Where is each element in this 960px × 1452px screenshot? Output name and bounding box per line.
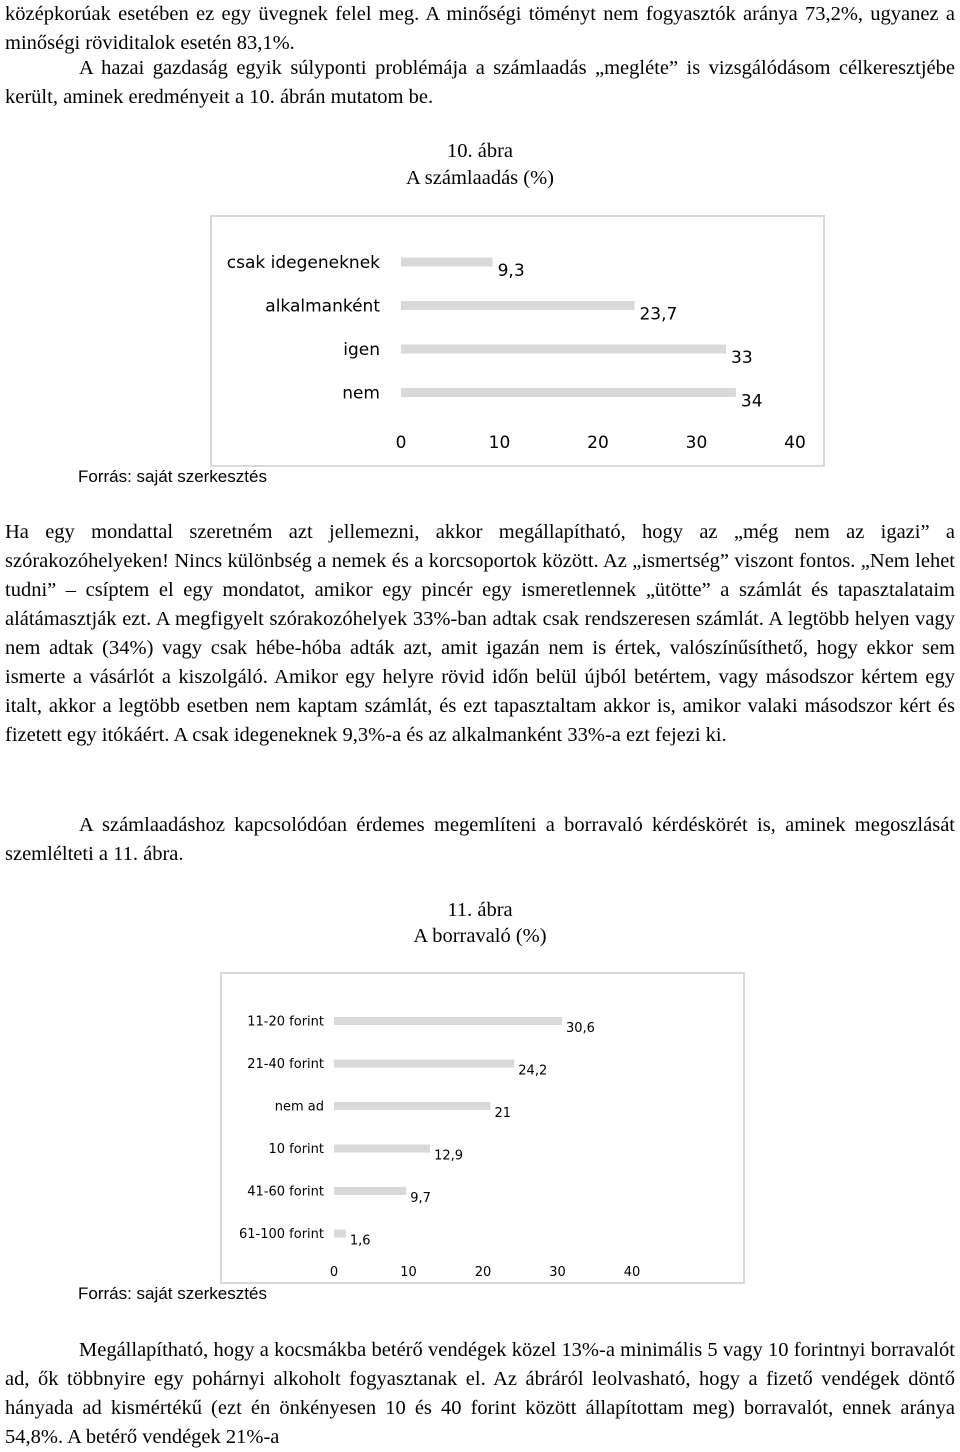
paragraph-tip-intro: A számlaadáshoz kapcsolódóan érdemes megemlíteni a borravaló kérdéskörét is, aminek megoszlását szemlélteti a 11. ábra.: [5, 814, 955, 865]
data-label: 9,7: [410, 1191, 431, 1206]
category-label: 41-60 forint: [247, 1184, 324, 1200]
bar: [401, 388, 736, 397]
bar: [401, 345, 726, 354]
x-tick-label: 10: [488, 433, 511, 453]
category-label: 11-20 forint: [247, 1014, 324, 1030]
figure-11-number: 11. ábra: [447, 899, 513, 921]
category-label: nem: [342, 383, 380, 404]
category-label: igen: [343, 339, 380, 360]
figure-10-source: Forrás: saját szerkesztés: [78, 467, 267, 486]
data-label: 9,3: [497, 261, 525, 281]
paragraph-billing-intro: A hazai gazdaság egyik súlyponti problémája a számlaadás „megléte” is vizsgálódásom célkeresztjébe került, aminek eredményeit a 10. ábrán mutatom be.: [5, 57, 955, 108]
bar: [401, 301, 634, 310]
x-tick-label: 20: [474, 1265, 492, 1280]
x-tick-label: 30: [685, 433, 708, 453]
x-tick-label: 40: [623, 1265, 641, 1280]
x-tick-label: 30: [549, 1265, 566, 1280]
bar: [334, 1230, 346, 1238]
x-tick-label: 0: [329, 1265, 339, 1280]
x-tick-label: 10: [400, 1265, 417, 1280]
category-label: alkalmanként: [265, 296, 380, 317]
category-label: 10 forint: [268, 1142, 324, 1158]
bar: [334, 1187, 406, 1195]
bar: [334, 1145, 430, 1153]
paragraph-intro: középkorúak esetében ez egy üvegnek felel meg. A minőségi töményt nem fogyasztók aránya 73,2%, ugyanez a minőségi röviditalok esetén 83,1%.: [5, 3, 955, 54]
figure-11-plot: [222, 974, 743, 1282]
category-label: nem ad: [274, 1099, 324, 1115]
figure-10-chart: [210, 215, 825, 467]
data-label: 24,2: [518, 1063, 548, 1079]
category-label: 61-100 forint: [238, 1227, 324, 1243]
category-label: csak idegeneknek: [226, 252, 380, 273]
paragraph-billing-analysis: Ha egy mondattal szeretném azt jellemezni, akkor megállapítható, hogy az „még nem az igazi” a szórakozóhelyeken! Nincs különbség a nemek és a korcsoportok között. Az „ismertség” viszont fontos. „Nem lehet tudni” – csíptem el egy mondatot, amikor egy pincér egy ismeretlennek „ütötte” a számlát és tapasztalataim alátámasztják ezt. A megfigyelt szórakozóhelyek 33%-ban adtak csak rendszeresen számlát. A legtöbb helyen vagy nem adtak (34%) vagy csak hébe-hóba adták azt, amit igazán nem is értek, valószínűsíthető, hogy ekkor sem ismerte a vásárlót a kiszolgáló. Amikor egy helyre rövid időn belül újból betértem, vagy másodszor kértem egy italt, akkor a legtöbb esetben nem kaptam számlát, és ezt tapasztaltam akkor is, amikor valaki másodszor kért és fizetett egy itókáért. A csak idegeneknek 9,3%-a és az alkalmanként 33%-a ezt fejezi ki.: [5, 521, 955, 746]
data-label: 33: [731, 348, 753, 368]
bar: [334, 1060, 514, 1068]
data-label: 21: [494, 1106, 511, 1121]
figure-10-number: 10. ábra: [446, 140, 514, 162]
figure-11-chart: [220, 972, 745, 1284]
figure-11-source: Forrás: saját szerkesztés: [78, 1284, 267, 1303]
figure-10-plot: [212, 217, 823, 465]
data-label: 1,6: [349, 1233, 371, 1249]
category-label: 21-40 forint: [247, 1057, 324, 1073]
data-label: 30,6: [565, 1021, 595, 1036]
paragraph-tip-analysis: Megállapítható, hogy a kocsmákba betérő vendégek közel 13%-a minimális 5 vagy 10 forintnyi borravalót ad, ők többnyire egy pohárnyi alkoholt fogyasztanak el. Az ábráról leolvasható, hogy a fizető vendégek döntő hányada ad kismértékű (ezt én önkényesen 10 és 40 forint között állapítottam meg) borravalót, ennek aránya 54,8%. A betérő vendégek 21%-a: [5, 1339, 955, 1448]
data-label: 34: [740, 391, 763, 412]
figure-11-title: A borravaló (%): [413, 925, 547, 947]
bar: [334, 1102, 490, 1110]
x-tick-label: 0: [395, 433, 407, 453]
figure-10-title: A számlaadás (%): [406, 167, 554, 189]
data-label: 12,9: [434, 1148, 464, 1164]
bar: [334, 1017, 562, 1025]
x-tick-label: 20: [587, 433, 609, 453]
bar: [401, 258, 493, 267]
x-tick-label: 40: [784, 433, 806, 453]
data-label: 23,7: [639, 304, 678, 325]
